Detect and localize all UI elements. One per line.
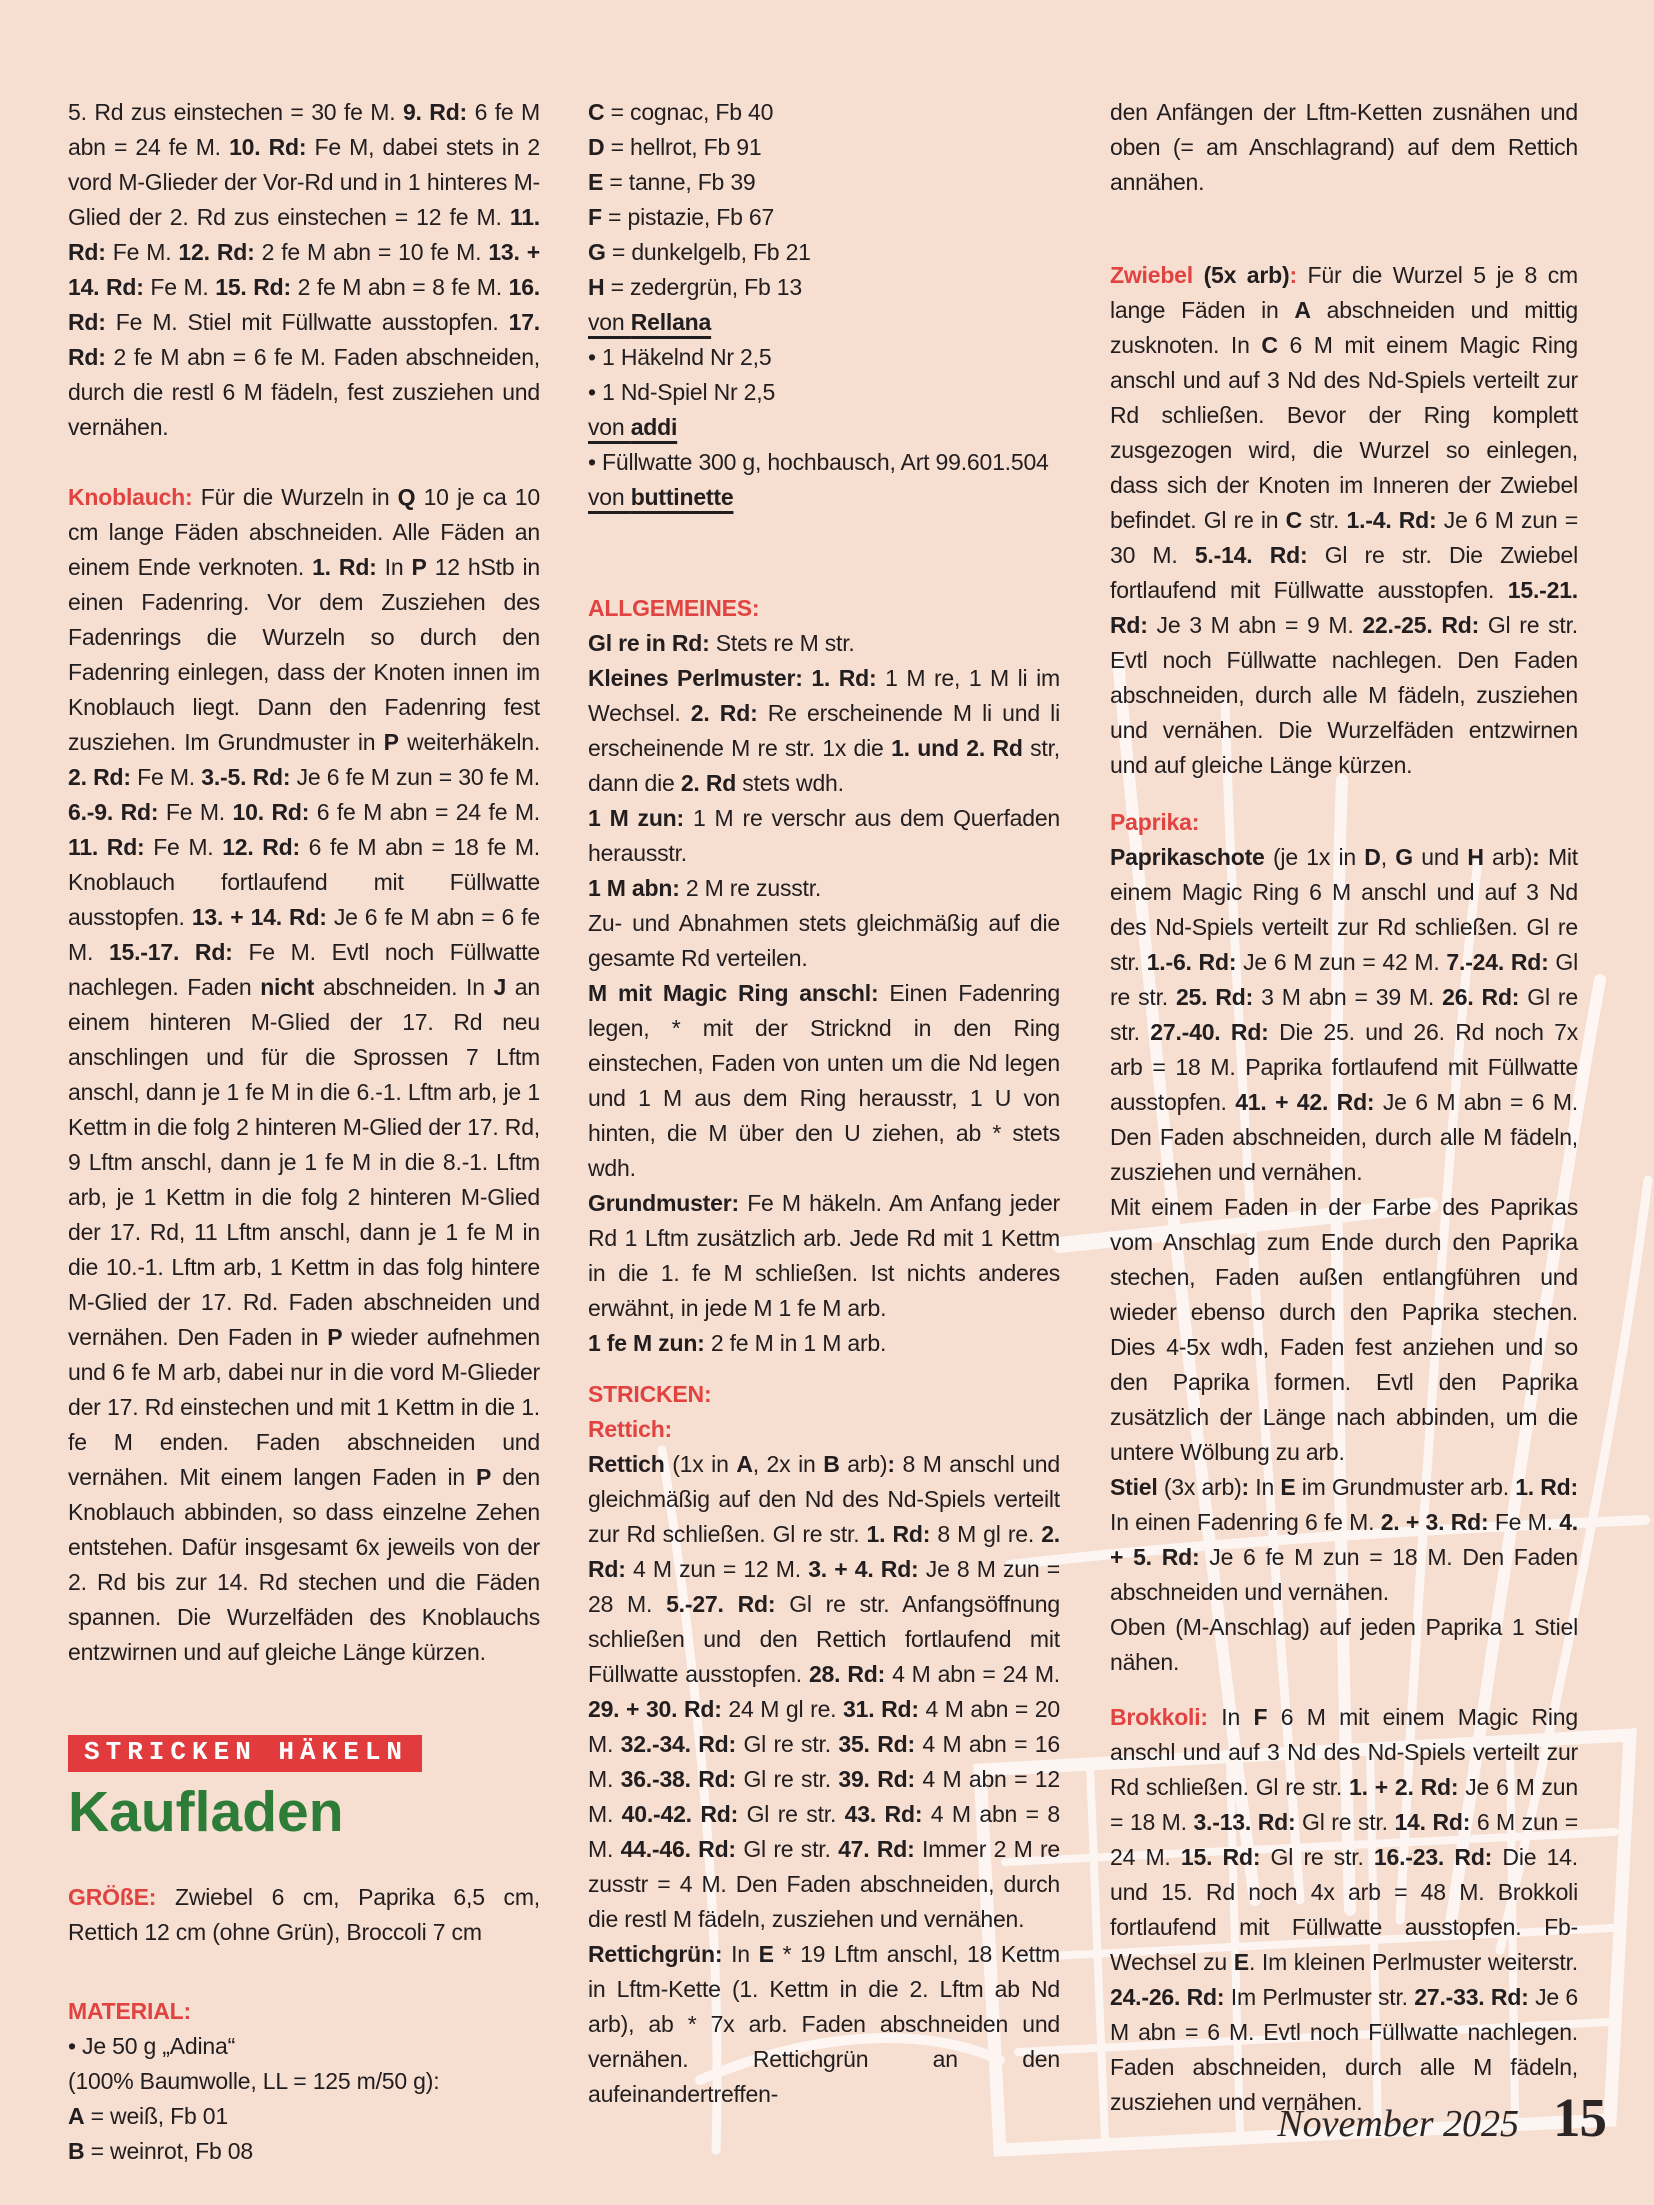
supplier-addi: von addi: [588, 414, 678, 440]
material-item: (100% Baumwolle, LL = 125 m/50 g):: [68, 2067, 440, 2094]
material-heading: MATERIAL:: [68, 1997, 191, 2024]
general-note: 1 fe M zun: 2 fe M in 1 M arb.: [588, 1330, 887, 1356]
allgemeines-heading: ALLGEMEINES:: [588, 595, 760, 621]
continued-instructions-paragraph: den Anfängen der Lftm-Ketten zusnähen und oben (= am Anschlagrand) auf dem Rettich annähen.: [1110, 99, 1578, 195]
color-key-item: C = cognac, Fb 40: [588, 99, 774, 125]
rettich-heading: Rettich:: [588, 1416, 673, 1442]
rettich-paragraph: Rettich (1x in A, 2x in B arb): 8 M anschl und gleichmäßig auf den Nd des Nd-Spiels verteilt zur Rd schließen. Gl re str. 1. Rd: 8 M gl re. 2. Rd: 4 M zun = 12 M. 3. + 4. Rd: Je 8 M zun = 28 M. 5.-27. Rd: Gl re str. Anfangsöffnung schließen und den Rettich fortlaufend mit Füllwatte ausstopfen. 28. Rd: 4 M abn = 24 M. 29. + 30. Rd: 24 M gl re. 31. Rd: 4 M abn = 20 M. 32.-34. Rd: Gl re str. 35. Rd: 4 M abn = 16 M. 36.-38. Rd: Gl re str. 39. Rd: 4 M abn = 12 M. 40.-42. Rd: Gl re str. 43. Rd: 4 M abn = 8 M. 44.-46. Rd: Gl re str. 47. Rd: Immer 2 M re zusstr = 4 M. Den Faden abschneiden, durch die restl M fädeln, zusziehen und vernähen.: [588, 1451, 1060, 1932]
page-number: 15: [1553, 2087, 1606, 2148]
color-key-item: G = dunkelgelb, Fb 21: [588, 239, 811, 265]
zwiebel-paragraph: Zwiebel (5x arb): Für die Wurzel 5 je 8 cm lange Fäden in A abschneiden und mittig zusknoten. In C 6 M mit einem Magic Ring anschl und auf 3 Nd des Nd-Spiels verteilt zur Rd schließen. Bevor der Ring komplett zusgezogen wird, die Wurzel so einlegen, dass sich der Knoten im Inneren der Zwiebel befindet. Gl re in C str. 1.-4. Rd: Je 6 M zun = 30 M. 5.-14. Rd: Gl re str. Die Zwiebel fortlaufend mit Füllwatte ausstopfen. 15.-21. Rd: Je 3 M abn = 9 M. 22.-25. Rd: Gl re str. Evtl noch Füllwatte nachlegen. Den Faden abschneiden, durch alle M fädeln, zusziehen und vernähen. Die Wurzelfäden entzwirnen und auf gleiche Länge kürzen.: [1110, 262, 1579, 778]
groesse-paragraph: GRÖßE: Zwiebel 6 cm, Paprika 6,5 cm, Rettich 12 cm (ohne Grün), Broccoli 7 cm: [68, 1883, 540, 1945]
issue-date: November 2025: [1277, 2103, 1519, 2145]
brokkoli-paragraph: Brokkoli: In F 6 M mit einem Magic Ring anschl und auf 3 Nd des Nd-Spiels verteilt zur Rd schließen. Gl re str. 1. + 2. Rd: Je 6 M zun = 18 M. 3.-13. Rd: Gl re str. 14. Rd: 6 M zun = 24 M. 15. Rd: Gl re str. 16.-23. Rd: Die 14. und 15. Rd noch 4x arb = 48 M. Brokkoli fortlaufend mit Füllwatte ausstopfen. Fb-Wechsel zu E. Im kleinen Perlmuster weiterstr. 24.-26. Rd: Im Perlmuster str. 27.-33. Rd: Je 6 M abn = 6 M. Evtl noch Füllwatte nachlegen. Faden abschneiden, durch alle M fädeln, zusziehen und vernähen.: [1110, 1704, 1578, 2115]
paprikaschote-paragraph: Paprikaschote (je 1x in D, G und H arb): Mit einem Magic Ring 6 M anschl und auf 3 Nd des Nd-Spiels verteilt zur Rd schließen. Gl re str. 1.-6. Rd: Je 6 M zun = 42 M. 7.-24. Rd: Gl re str. 25. Rd: 3 M abn = 39 M. 26. Rd: Gl re str. 27.-40. Rd: Die 25. und 26. Rd noch 7x arb = 18 M. Paprika fortlaufend mit Füllwatte ausstopfen. 41. + 42. Rd: Je 6 M abn = 6 M. Den Faden abschneiden, durch alle M fädeln, zusziehen und vernähen.: [1110, 844, 1579, 1185]
column-3: [1110, 95, 1578, 2120]
column-2: [588, 95, 1060, 2112]
rettichgruen-paragraph: Rettichgrün: In E * 19 Lftm anschl, 18 Kettm in Lftm-Kette (1. Kettm in die 2. Lftm ab Nd arb), ab * 7x arb. Faden abschneiden und vernähen. Rettichgrün an den aufeinandertreffen-: [588, 1941, 1060, 2107]
general-note: 1 M zun: 1 M re verschr aus dem Querfaden herausstr.: [588, 805, 1060, 866]
stiel-paragraph: Stiel (3x arb): In E im Grundmuster arb. 1. Rd: In einen Fadenring 6 fe M. 2. + 3. Rd: Fe M. 4. + 5. Rd: Je 6 fe M zun = 18 M. Den Faden abschneiden und vernähen.: [1110, 1474, 1578, 1605]
material-item: A = weiß, Fb 01: [68, 2102, 228, 2129]
general-note: 1 M abn: 2 M re zusstr.: [588, 875, 822, 901]
paprika-heading: Paprika:: [1110, 809, 1200, 835]
general-note: Gl re in Rd: Stets re M str.: [588, 630, 855, 656]
general-note: Zu- und Abnahmen stets gleichmäßig auf die gesamte Rd verteilen.: [588, 910, 1060, 971]
material-item: B = weinrot, Fb 08: [68, 2137, 253, 2164]
knoblauch-paragraph: Knoblauch: Für die Wurzeln in Q 10 je ca 10 cm lange Fäden abschneiden. Alle Fäden an einem Ende verknoten. 1. Rd: In P 12 hStb in einen Fadenring. Vor dem Zusziehen des Fadenrings die Wurzeln so durch den Fadenring einlegen, dass der Knoten innen im Knoblauch liegt. Dann den Fadenring fest zusziehen. Im Grundmuster in P weiterhäkeln. 2. Rd: Fe M. 3.-5. Rd: Je 6 fe M zun = 30 fe M. 6.-9. Rd: Fe M. 10. Rd: 6 fe M abn = 24 fe M. 11. Rd: Fe M. 12. Rd: 6 fe M abn = 18 fe M. Knoblauch fortlaufend mit Füllwatte ausstopfen. 13. + 14. Rd: Je 6 fe M abn = 6 fe M. 15.-17. Rd: Fe M. Evtl noch Füllwatte nachlegen. Faden nicht abschneiden. In J an einem hinteren M-Glied der 17. Rd neu anschlingen und für die Sprossen 7 Lftm anschl, dann je 1 fe M in die 6.-1. Lftm arb, je 1 Kettm in die folg 2 hinteren M-Glied der 17. Rd, 9 Lftm anschl, dann je 1 fe M in die 8.-1. Lftm arb, je 1 Kettm in die folg 2 hinteren M-Glied der 17. Rd, 11 Lftm anschl, dann je 1 fe M in die 10.-1. Lftm arb, 1 Kettm in das folg hintere M-Glied der 17. Rd. Faden abschneiden und vernähen. Den Faden in P wieder aufnehmen und 6 fe M arb, dabei nur in die vord M-Glieder der 17. Rd einstechen und mit 1 Kettm in die 1. fe M enden. Faden abschneiden und vernähen. Mit einem langen Faden in P den Knoblauch abbinden, so dass einzelne Zehen entstehen. Dafür insgesamt 6x jeweils von der 2. Rd bis zur 14. Rd stechen und die Fäden spannen. Die Wurzelfäden des Knoblauchs entzwirnen und auf gleiche Länge kürzen.: [68, 484, 541, 1665]
color-key-item: E = tanne, Fb 39: [588, 169, 756, 195]
continued-instructions-paragraph: 5. Rd zus einstechen = 30 fe M. 9. Rd: 6 fe M abn = 24 fe M. 10. Rd: Fe M, dabei stets in 2 vord M-Glieder der Vor-Rd und in 1 hinteres M-Glied der 2. Rd zus einstechen = 12 fe M. 11. Rd: Fe M. 12. Rd: 2 fe M abn = 10 fe M. 13. + 14. Rd: Fe M. 15. Rd: 2 fe M abn = 8 fe M. 16. Rd: Fe M. Stiel mit Füllwatte ausstopfen. 17. Rd: 2 fe M abn = 6 fe M. Faden abschneiden, durch die restl 6 M fädeln, fest zusziehen und vernähen.: [68, 99, 541, 440]
needle-item: • 1 Nd-Spiel Nr 2,5: [588, 379, 776, 405]
category-tag: STRICKEN HÄKELN: [68, 1735, 422, 1772]
supplier-rellana: von Rellana: [588, 309, 712, 335]
page-footer: [1277, 2086, 1606, 2149]
color-key-item: H = zedergrün, Fb 13: [588, 274, 802, 300]
stiel-note-paragraph: Oben (M-Anschlag) auf jeden Paprika 1 Stiel nähen.: [1110, 1614, 1578, 1675]
stuffing-item: • Füllwatte 300 g, hochbausch, Art 99.601.504: [588, 449, 1049, 475]
material-item: • Je 50 g „Adina“: [68, 2032, 236, 2059]
color-key-item: F = pistazie, Fb 67: [588, 204, 775, 230]
supplier-buttinette: von buttinette: [588, 484, 734, 510]
general-note: Kleines Perlmuster: 1. Rd: 1 M re, 1 M li im Wechsel. 2. Rd: Re erscheinende M li und li erscheinende M re str. 1x die 1. und 2. Rd str, dann die 2. Rd stets wdh.: [588, 665, 1060, 796]
general-note: M mit Magic Ring anschl: Einen Fadenring legen, * mit der Stricknd in den Ring einstechen, Faden von unten um die Nd legen und 1 M aus dem Ring herausstr, 1 U von hinten, die M über den U ziehen, ab * stets wdh.: [588, 980, 1060, 1181]
color-key-item: D = hellrot, Fb 91: [588, 134, 762, 160]
page-title: Kaufladen: [68, 1779, 344, 1844]
general-note: Grundmuster: Fe M häkeln. Am Anfang jeder Rd 1 Lftm zusätzlich arb. Jede Rd mit 1 Kettm in die 1. fe M schließen. Ist nichts anderes erwähnt, in jede M 1 fe M arb.: [588, 1190, 1060, 1321]
needle-item: • 1 Häkelnd Nr 2,5: [588, 344, 772, 370]
paprika-forming-paragraph: Mit einem Faden in der Farbe des Paprikas vom Anschlag zum Ende durch den Paprika stechen, Faden außen entlangführen und wieder ebenso durch den Paprika stechen. Dies 4-5x wdh, Faden fest anziehen und so den Paprika formen. Evtl den Paprika zusätzlich der Länge nach abbinden, um die untere Wölbung zu arb.: [1110, 1194, 1578, 1465]
column-1: [68, 95, 540, 2169]
stricken-heading: STRICKEN:: [588, 1381, 712, 1407]
category-tag-row: [68, 1734, 540, 1772]
